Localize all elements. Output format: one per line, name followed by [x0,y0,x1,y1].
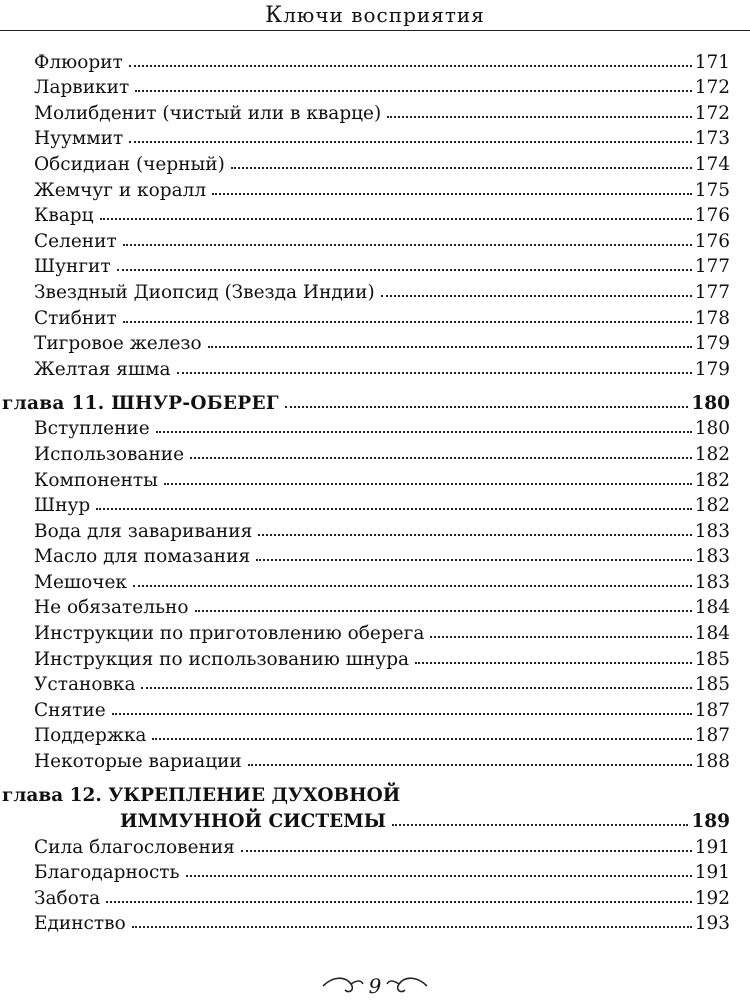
toc-entry [0,721,750,747]
toc-page-number: 177 [694,256,730,278]
dot-leader [256,559,692,561]
chapter-title: глава 12. УКРЕПЛЕНИЕ ДУХОВНОЙ [2,785,401,807]
toc-entry [0,858,750,884]
toc-page-number: 187 [694,699,730,721]
dot-leader [387,116,691,118]
dot-leader [129,141,691,143]
table-of-contents [0,47,750,934]
toc-entry [0,832,750,858]
toc-page-number: 180 [694,418,730,440]
toc-page-number: 189 [691,811,730,833]
running-header [0,0,750,30]
toc-page-number: 183 [694,520,730,542]
toc-entry [0,439,750,465]
toc-entry [0,593,750,619]
toc-page-number: 174 [694,153,730,175]
running-header-title: лючи восприятия [283,3,485,27]
toc-page-number: 172 [694,102,730,124]
toc-page-number: 183 [694,571,730,593]
toc-page-number: 193 [694,913,730,935]
dot-leader [285,406,688,408]
dot-leader [212,193,692,195]
toc-page-number: 183 [694,546,730,568]
toc-page-number: 172 [694,77,730,99]
dot-leader [186,875,692,877]
toc-page-number: 177 [694,281,730,303]
dot-leader [135,90,692,92]
toc-page-number: 182 [694,443,730,465]
dot-leader [112,713,692,715]
dot-leader [190,457,692,459]
dot-leader [96,508,692,510]
dot-leader [208,346,692,348]
dot-leader [392,824,688,826]
dot-leader [123,244,692,246]
chapter-heading [0,776,750,806]
dot-leader [248,764,692,766]
toc-page-number: 182 [694,495,730,517]
dot-leader [415,662,692,664]
chapter-title: ИММУННОЙ СИСТЕМЫ [120,811,386,833]
toc-page-number: 171 [694,51,730,73]
dot-leader [133,585,692,587]
toc-entry [0,670,750,696]
page-number: 9 [368,974,382,998]
toc-page-number: 176 [694,205,730,227]
toc-entry-title: Тигровое железо [34,333,202,355]
toc-entry-title: Поддержка [34,725,147,747]
toc-entry [0,516,750,542]
dot-leader [231,167,692,169]
toc-page-number: 173 [694,128,730,150]
toc-entry-title: Единство [34,913,126,935]
toc-entry-title: Молибденит (чистый или в кварце) [34,102,382,124]
toc-entry [0,277,750,303]
toc-entry [0,124,750,150]
toc-entry-title: Кварц [34,205,94,227]
dot-leader [241,850,692,852]
toc-entry-title: Жемчуг и коралл [34,179,207,201]
toc-entry-title: Ларвикит [34,77,130,99]
toc-page-number: 184 [694,623,730,645]
toc-entry-title: Не обязательно [34,597,189,619]
toc-entry-title: Нууммит [34,128,124,150]
toc-entry [0,252,750,278]
toc-entry [0,329,750,355]
toc-entry-title: Сила благословения [34,836,235,858]
dot-leader [100,218,692,220]
toc-entry [0,149,750,175]
dot-leader [164,483,692,485]
toc-entry [0,414,750,440]
toc-entry-title: Установка [34,674,136,696]
dot-leader [195,610,692,612]
toc-entry-title: Обсидиан (черный) [34,153,225,175]
chapter-heading [0,806,750,832]
toc-entry-title: Благодарность [34,862,180,884]
dot-leader [381,295,692,297]
dot-leader [123,321,692,323]
toc-entry-title: Селенит [34,230,117,252]
toc-page-number: 188 [694,751,730,773]
toc-entry-title: Некоторые вариации [34,751,242,773]
toc-entry [0,201,750,227]
toc-page-number: 187 [694,725,730,747]
toc-page-number: 176 [694,230,730,252]
dot-leader [177,372,692,374]
toc-entry-title: Звездный Диопсид (Звезда Индии) [34,281,375,303]
toc-entry [0,465,750,491]
toc-entry [0,226,750,252]
toc-entry [0,909,750,935]
toc-entry-title: Флюорит [34,51,123,73]
toc-page-number: 179 [694,333,730,355]
dot-leader [156,431,692,433]
toc-entry-title: Забота [34,887,101,909]
toc-entry-title: Мешочек [34,571,127,593]
running-header-initial: К [265,3,284,28]
toc-entry [0,567,750,593]
toc-page-number: 178 [694,307,730,329]
toc-entry [0,542,750,568]
toc-entry [0,47,750,73]
toc-page-number: 185 [694,674,730,696]
dot-leader [152,738,691,740]
toc-page-number: 184 [694,597,730,619]
chapter-heading [0,384,750,414]
dot-leader [129,65,692,67]
chapter-title: глава 11. ШНУР-ОБЕРЕГ [2,392,279,414]
toc-entry [0,98,750,124]
toc-entry [0,73,750,99]
toc-entry-title: Использование [34,443,185,465]
toc-entry-title: Шнур [34,495,91,517]
toc-entry [0,695,750,721]
toc-entry-title: Шунгит [34,256,111,278]
dot-leader [430,636,691,638]
toc-entry [0,618,750,644]
dot-leader [141,687,691,689]
toc-page-number: 175 [694,179,730,201]
toc-entry-title: Инструкция по использованию шнура [34,648,410,670]
dot-leader [132,926,692,928]
dot-leader [106,901,692,903]
toc-page-number: 191 [694,836,730,858]
toc-entry [0,644,750,670]
toc-entry [0,883,750,909]
toc-page-number: 191 [694,862,730,884]
toc-page-number: 179 [694,358,730,380]
dot-leader [258,534,691,536]
toc-entry-title: Вступление [34,418,150,440]
toc-entry-title: Масло для помазания [34,546,251,568]
toc-entry-title: Снятие [34,699,106,721]
toc-entry [0,746,750,772]
toc-entry-title: Желтая яшма [34,358,171,380]
dot-leader [117,269,692,271]
toc-entry-title: Инструкции по приготовлению оберега [34,623,425,645]
toc-page-number: 182 [694,469,730,491]
toc-page-number: 192 [694,887,730,909]
toc-entry [0,303,750,329]
header-rule [0,30,750,31]
toc-entry [0,354,750,380]
toc-entry-title: Вода для заваривания [34,520,253,542]
toc-entry [0,175,750,201]
toc-entry-title: Стибнит [34,307,117,329]
toc-entry-title: Компоненты [34,469,158,491]
toc-page-number: 180 [691,392,730,414]
toc-entry [0,491,750,517]
toc-page-number: 185 [694,648,730,670]
